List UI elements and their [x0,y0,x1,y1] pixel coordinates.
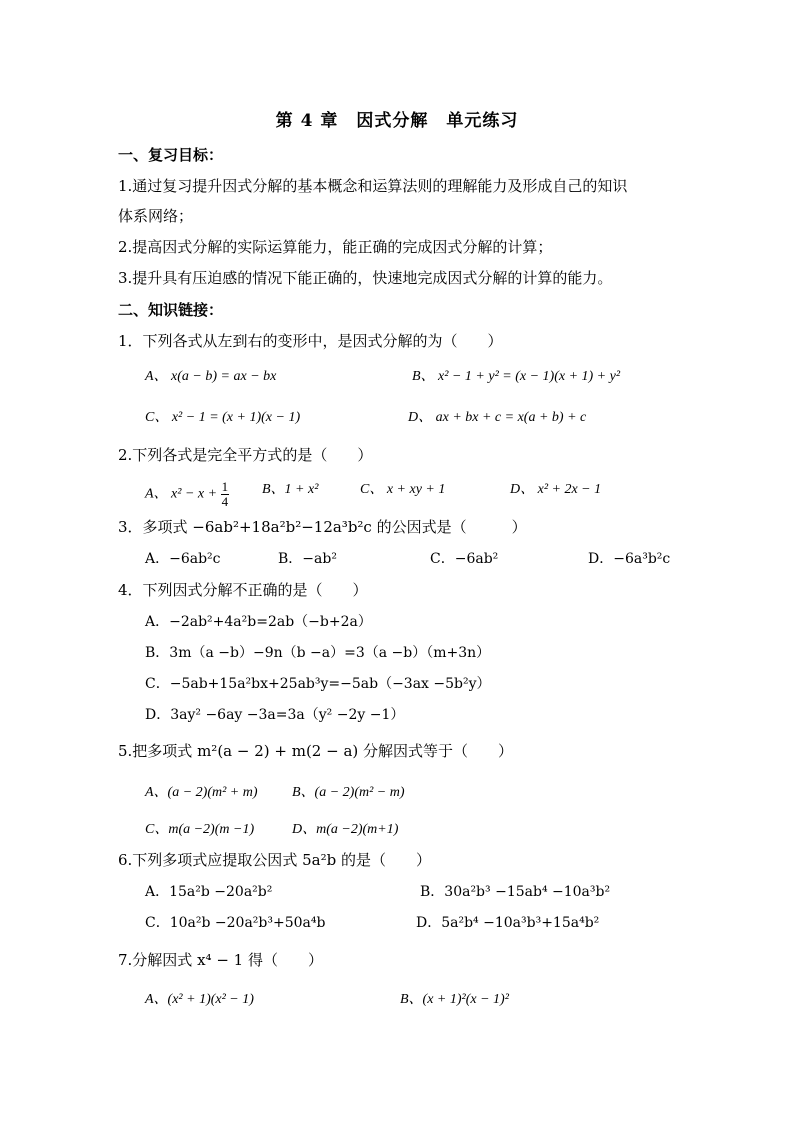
question-7-stem: 7.分解因式 x⁴ − 1 得（ ） [118,951,323,969]
question-1-option-b: B、 x² − 1 + y² = (x − 1)(x + 1) + y² [412,369,621,384]
knowledge-heading: 二、知识链接： [118,301,224,319]
question-3-option-a: A．−6ab²c [145,551,221,567]
question-6-option-d: D．5a²b⁴ −10a³b³+15a⁴b² [416,915,600,931]
question-2-option-d: D、 x² + 2x − 1 [510,482,602,497]
fraction-denominator: 4 [221,494,229,509]
question-4-option-b: B．3m（a −b）−9n（b −a）=3（a −b）（m+3n） [145,645,491,661]
question-4-option-a: A．−2ab²+4a²b=2ab（−b+2a） [145,614,372,630]
review-heading: 一、复习目标： [118,146,224,164]
question-6-stem: 6.下列多项式应提取公因式 5a²b 的是（ ） [118,851,431,869]
question-2-option-a-prefix: A、 x² − x + [145,486,218,502]
review-item-1-cont: 体系网络； [118,207,194,225]
question-7-option-a: A、(x² + 1)(x² − 1) [145,992,254,1007]
fraction-numerator: 1 [221,479,229,494]
question-1-option-d: D、 ax + bx + c = x(a + b) + c [408,410,587,425]
question-4-stem: 4．下列因式分解不正确的是（ ） [118,581,368,599]
page-title: 第 4 章 因式分解 单元练习 [275,111,519,131]
question-2-option-c: C、 x + xy + 1 [360,482,446,497]
review-item-1: 1.通过复习提升因式分解的基本概念和运算法则的理解能力及形成自己的知识 [118,177,628,195]
question-6-option-a: A．15a²b −20a²b² [145,884,273,900]
question-5-option-d: D、m(a −2)(m+1) [292,822,399,837]
question-3-stem: 3．多项式 −6ab²+18a²b²−12a³b²c 的公因式是（ ） [118,518,527,536]
question-2-stem: 2.下列各式是完全平方式的是（ ） [118,446,373,464]
question-3-option-c: C．−6ab² [430,551,499,567]
question-1-stem: 1．下列各式从左到右的变形中，是因式分解的为（ ） [118,332,503,350]
question-1-option-c: C、 x² − 1 = (x + 1)(x − 1) [145,410,301,425]
question-5-stem: 5.把多项式 m²(a − 2) + m(2 − a) 分解因式等于（ ） [118,742,514,760]
question-5-option-c: C、m(a −2)(m −1) [145,822,255,837]
question-5-option-b: B、(a − 2)(m² − m) [292,785,405,800]
question-3-option-b: B．−ab² [278,551,337,567]
question-7-option-b: B、(x + 1)²(x − 1)² [400,992,509,1007]
question-4-option-c: C．−5ab+15a²bx+25ab³y=−5ab（−3ax −5b²y） [145,676,491,692]
question-2-option-a [145,480,229,509]
question-6-option-c: C．10a²b −20a²b³+50a⁴b [145,915,326,931]
fraction-one-quarter [221,480,230,509]
question-6-option-b: B．30a²b³ −15ab⁴ −10a³b² [420,884,611,900]
review-item-2: 2.提高因式分解的实际运算能力，能正确的完成因式分解的计算； [118,238,553,256]
question-4-option-d: D．3ay² −6ay −3a=3a（y² −2y −1） [145,707,405,723]
question-2-option-b: B、1 + x² [262,482,319,497]
question-3-option-d: D．−6a³b²c [588,551,671,567]
question-1-option-a: A、 x(a − b) = ax − bx [145,369,277,384]
review-item-3: 3.提升具有压迫感的情况下能正确的，快速地完成因式分解的计算的能力。 [118,269,613,287]
question-5-option-a: A、(a − 2)(m² + m) [145,785,258,800]
